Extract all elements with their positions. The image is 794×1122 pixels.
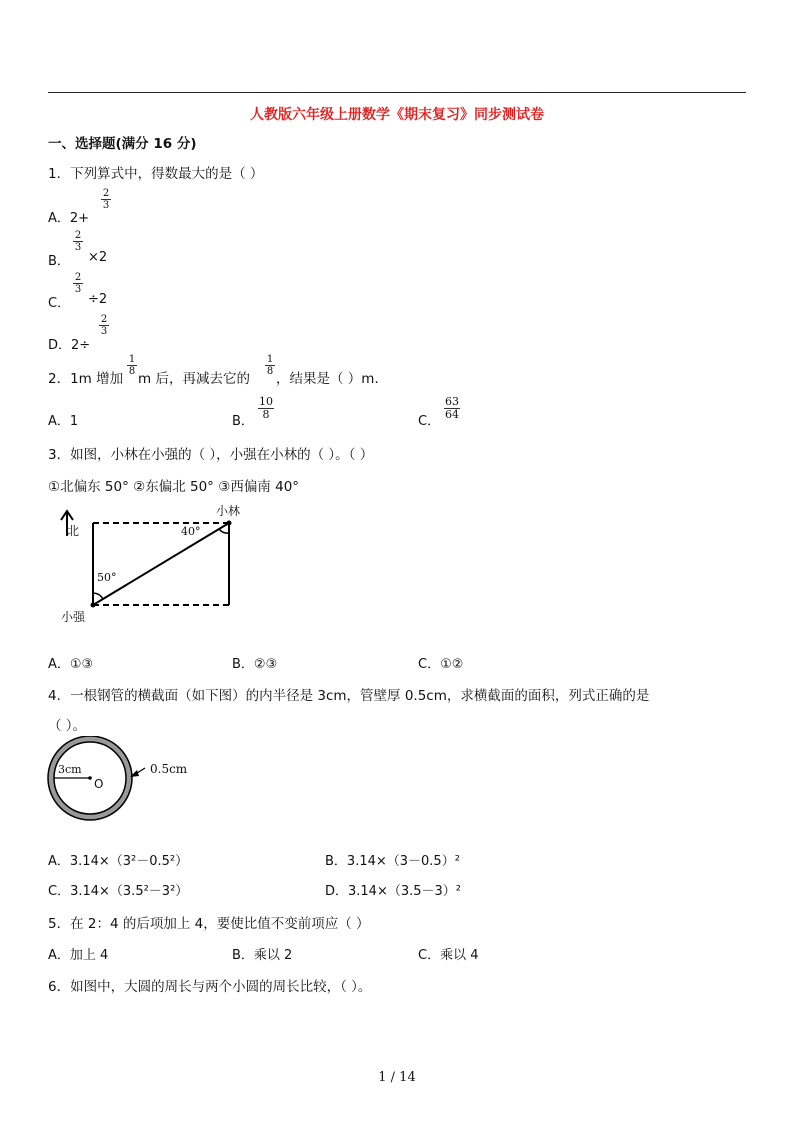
- inner-radius-label: 3cm: [58, 763, 82, 776]
- q2-fraction-2: 1 8: [266, 354, 274, 377]
- q4-option-a[interactable]: A．3.14×（3²－0.5²）: [48, 854, 189, 869]
- q3-option-a[interactable]: A．①③: [48, 657, 94, 672]
- center-label: O: [94, 777, 104, 791]
- q3-option-b[interactable]: B．②③: [232, 657, 278, 672]
- thickness-label: 0.5cm: [150, 762, 188, 776]
- angle-arc-40: [219, 529, 229, 533]
- q1-option-b[interactable]: B．: [48, 254, 70, 269]
- q2-c-fraction: 63 64: [445, 395, 459, 421]
- q5-option-a[interactable]: A．加上 4: [48, 948, 109, 963]
- q1-c-fraction: 2 3: [74, 272, 82, 295]
- diagonal-line: [93, 523, 229, 605]
- q4-stem: 4．一根钢管的横截面（如下图）的内半径是 3cm，管壁厚 0.5cm，求横截面的面积，列式正确的是: [48, 688, 650, 704]
- q6-stem: 6．如图中，大圆的周长与两个小圆的周长比较，（ ）。: [48, 979, 372, 995]
- xiaolin-label: 小林: [216, 504, 241, 518]
- q4-option-c[interactable]: C．3.14×（3.5²－3²）: [48, 884, 189, 899]
- page-number: 1 / 14: [378, 1070, 416, 1085]
- header-rule: [48, 92, 746, 93]
- q3-option-c[interactable]: C．①②: [418, 657, 464, 672]
- q2-option-b[interactable]: B．: [232, 414, 254, 429]
- q4-stem-line2: （ ）。: [48, 718, 87, 734]
- xiaoqiang-point: [91, 603, 96, 608]
- q1-d-fraction: 2 3: [100, 314, 108, 337]
- angle-arc-50: [93, 593, 103, 599]
- q4-option-b[interactable]: B．3.14×（3－0.5）²: [325, 854, 460, 869]
- q2-b-fraction: 10 8: [259, 395, 273, 421]
- angle-50-label: 50°: [97, 571, 117, 584]
- q1-stem: 1．下列算式中，得数最大的是（ ）: [48, 166, 264, 182]
- section-heading: 一、选择题(满分 16 分): [48, 136, 197, 152]
- xiaoqiang-label: 小强: [61, 610, 86, 624]
- q3-direction-figure: [55, 500, 265, 630]
- xiaolin-point: [227, 521, 232, 526]
- q4-option-d[interactable]: D．3.14×（3.5－3）²: [325, 884, 462, 899]
- q4-pipe-figure: [45, 736, 205, 826]
- q1-option-d[interactable]: D．2÷: [48, 338, 91, 353]
- q2-option-a[interactable]: A．1: [48, 414, 79, 429]
- q1-b-fraction: 2 3: [74, 230, 82, 253]
- q1-option-c[interactable]: C．: [48, 296, 71, 311]
- q5-option-b[interactable]: B．乘以 2: [232, 948, 293, 963]
- q3-choices: ①北偏东 50° ②东偏北 50° ③西偏南 40°: [48, 479, 300, 495]
- q2-stem-mid: m 后，再减去它的: [138, 371, 250, 387]
- q5-option-c[interactable]: C．乘以 4: [418, 948, 479, 963]
- q1-option-a[interactable]: A．2+: [48, 211, 90, 226]
- q1-b-tail: ×2: [88, 250, 108, 265]
- center-point: [88, 776, 92, 780]
- angle-40-label: 40°: [181, 525, 201, 538]
- page-title: 人教版六年级上册数学《期末复习》同步测试卷: [250, 107, 544, 123]
- q1-a-fraction: 2 3: [102, 188, 110, 211]
- q5-stem: 5．在 2：4 的后项加上 4，要使比值不变前项应（ ）: [48, 916, 370, 932]
- q2-stem-pre: 2．1m 增加: [48, 371, 124, 387]
- q3-stem: 3．如图，小林在小强的（ ），小强在小林的（ ）。（ ）: [48, 447, 374, 463]
- q2-fraction-1: 1 8: [128, 354, 136, 377]
- q1-c-tail: ÷2: [88, 292, 108, 307]
- q2-option-c[interactable]: C．: [418, 414, 441, 429]
- north-label: 北: [67, 524, 80, 538]
- q2-stem-post: ，结果是（ ）m．: [276, 371, 388, 387]
